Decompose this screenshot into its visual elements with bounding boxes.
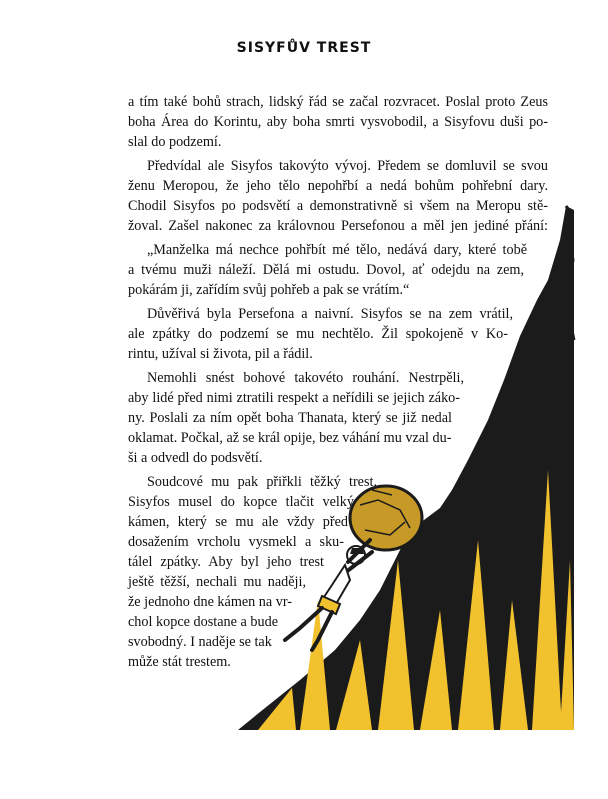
- text-line: slal do podzemí.: [128, 134, 222, 150]
- text-line: ale zpátky do podzemí se mu nechtělo. Žil spokojeně v Ko-: [128, 326, 508, 342]
- text-line: a tvému muži náleží. Dělá mi ostudu. Dovol, ať odejdu na zem,: [128, 262, 524, 278]
- text-line: kámen, který se mu ale vždy před: [128, 514, 348, 530]
- text-line: a tím také bohů strach, lidský řád se začal rozvracet. Poslal proto Zeus: [128, 94, 548, 110]
- text-line: boha Área do Korintu, aby boha smrti vysvobodil, a Sisyfovu duši po-: [128, 114, 548, 130]
- chapter-title: SISYFŮV TREST: [236, 40, 372, 56]
- text-line: Soudcové mu pak přiřkli těžký trest.: [147, 474, 377, 490]
- text-line: „Manželka má nechce pohřbít mé tělo, nedává dary, které tobě: [147, 242, 527, 258]
- text-line: Chodil Sisyfos po podsvětí a demonstrativně si všem na Meropu stě-: [128, 198, 548, 214]
- text-line: ny. Poslali za ním opět boha Thanata, který se již nedal: [128, 410, 452, 426]
- text-line: žoval. Zašel nakonec za královnou Persefonou a měl jen jediné přání:: [128, 218, 548, 234]
- text-line: pokárám ji, zařídím svůj pohřeb a pak se vrátím.“: [128, 282, 410, 298]
- text-line: Nemohli snést bohové takovéto rouhání. Nestrpěli,: [147, 370, 464, 386]
- text-line: může stát trestem.: [128, 654, 231, 670]
- text-line: oklamat. Počkal, až se král opije, bez váhání mu vzal du-: [128, 430, 452, 446]
- text-line: Důvěřivá byla Persefona a naivní. Sisyfos se na zem vrátil,: [147, 306, 513, 322]
- text-line: aby lidé před nimi ztratili respekt a neřídili se jejich záko-: [128, 390, 460, 406]
- text-line: Sisyfos musel do kopce tlačit velký: [128, 494, 354, 510]
- text-line: ještě těžší, nechali mu naději,: [128, 574, 306, 590]
- text-line: Předvídal ale Sisyfos takovýto vývoj. Předem se domluvil se svou: [147, 158, 548, 174]
- text-line: chol kopce dostane a bude: [128, 614, 278, 630]
- text-line: dosažením vrcholu vysmekl a sku-: [128, 534, 344, 550]
- text-line: tálel zpátky. Aby byl jeho trest: [128, 554, 324, 570]
- text-line: že jednoho dne kámen na vr-: [128, 594, 292, 610]
- text-line: svobodný. I naděje se tak: [128, 634, 272, 650]
- boulder: [350, 486, 422, 550]
- flame: [258, 688, 296, 730]
- text-line: ženu Meropou, že jeho tělo nepohřbí a nedá bohům pohřební dary.: [128, 178, 548, 194]
- text-line: rintu, užíval si života, pil a řádil.: [128, 346, 313, 362]
- text-line: ši a odvedl do podsvětí.: [128, 450, 263, 466]
